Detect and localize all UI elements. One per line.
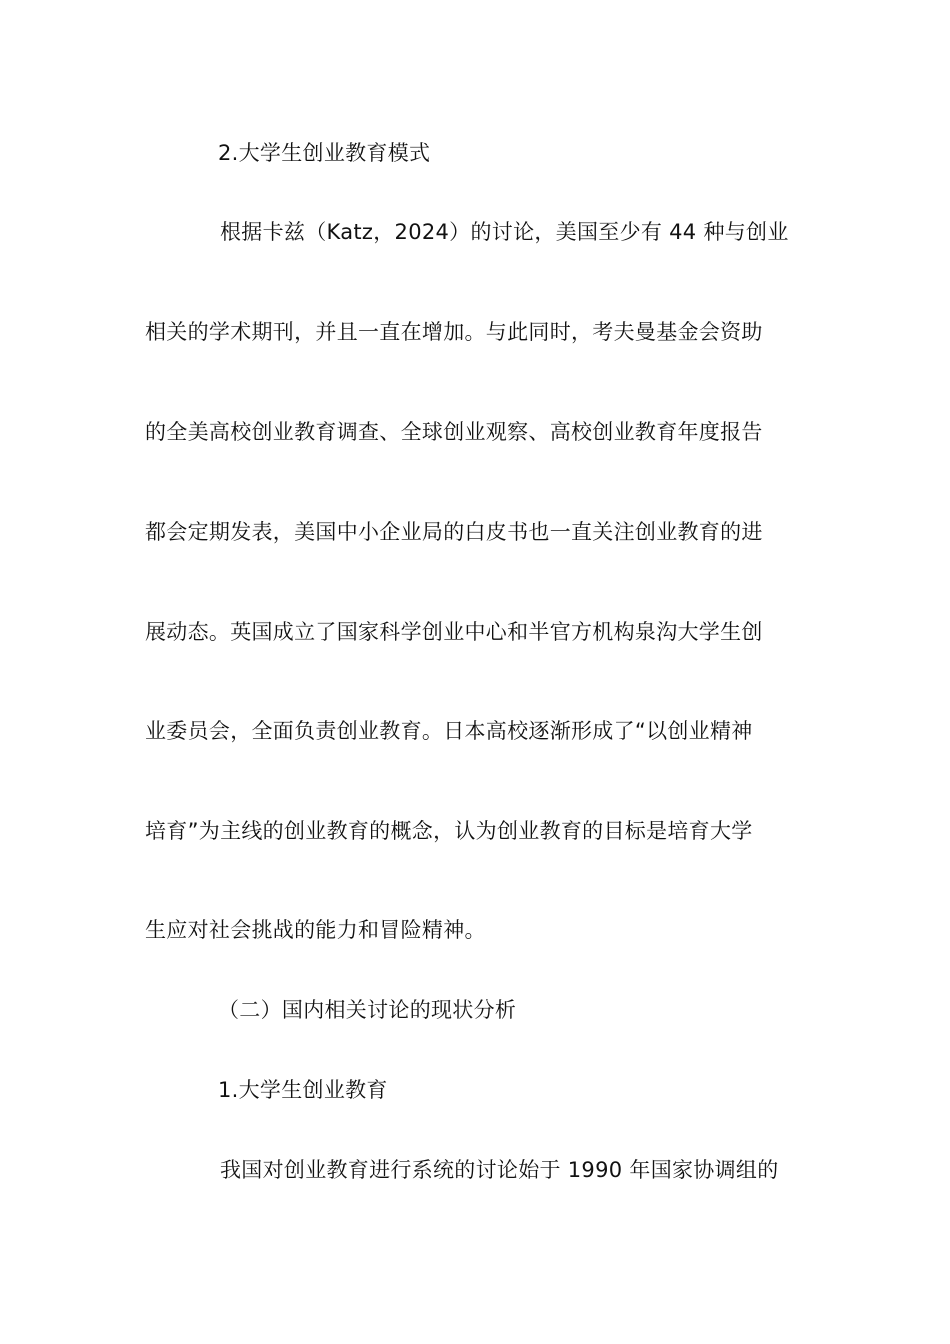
- paragraph-line: 我国对创业教育进行系统的讨论始于 1990 年国家协调组的: [220, 1158, 779, 1182]
- paragraph-line: 培育”为主线的创业教育的概念，认为创业教育的目标是培育大学: [145, 819, 753, 843]
- paragraph-line: 相关的学术期刊，并且一直在增加。与此同时，考夫曼基金会资助: [145, 320, 763, 344]
- paragraph-line: 都会定期发表，美国中小企业局的白皮书也一直关注创业教育的进: [145, 520, 763, 544]
- paragraph-line: 业委员会，全面负责创业教育。日本高校逐渐形成了“以创业精神: [145, 719, 753, 743]
- section-heading-entrepreneurship-model: 2.大学生创业教育模式: [218, 141, 431, 165]
- paragraph-line: 生应对社会挑战的能力和冒险精神。: [145, 918, 486, 942]
- paragraph-line: 的全美高校创业教育调查、全球创业观察、高校创业教育年度报告: [145, 420, 763, 444]
- paragraph-line: 展动态。英国成立了国家科学创业中心和半官方机构泉沟大学生创: [145, 620, 763, 644]
- section-heading-entrepreneurship-education: 1.大学生创业教育: [218, 1078, 388, 1102]
- paragraph-line: 根据卡兹（Katz，2024）的讨论，美国至少有 44 种与创业: [220, 220, 789, 244]
- section-heading-domestic-status: （二）国内相关讨论的现状分析: [218, 998, 517, 1022]
